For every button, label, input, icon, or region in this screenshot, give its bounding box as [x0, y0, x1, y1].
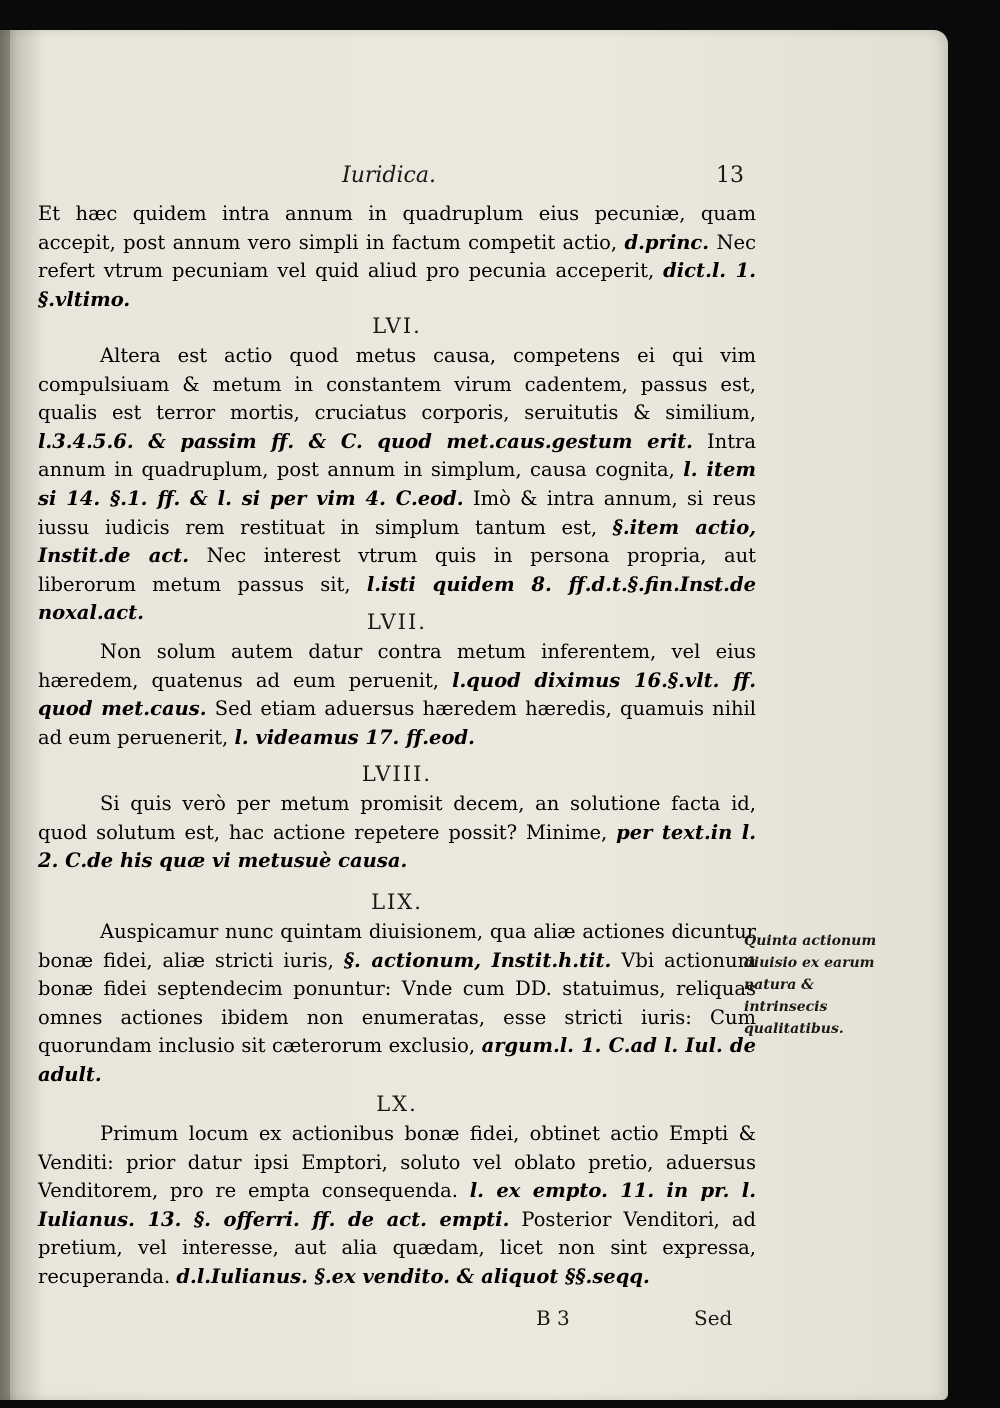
- paragraph-intro: Et hæc quidem intra annum in quadruplum eius pecuniæ, quam accepit, post annum vero simpli in factum competit actio, d.princ. Nec refert vtrum pecuniam vel quid aliud pro pecunia acceperit, dict.l. 1. §.vltimo.: [38, 202, 756, 311]
- section-heading-lviii: LVIII.: [361, 762, 433, 786]
- paragraph-lx: Primum locum ex actionibus bonæ fidei, obtinet actio Empti & Venditi: prior datur ipsi Emptori, soluto vel oblato pretio, aduersus Venditorem, pro re empta consequenda. l. ex empto. 11. in pr. l. Iulianus. 13. §. offerri. ff. de act. empti. Posterior Venditori, ad pretium, vel interesse, aut alia quædam, licet non sint expressa, recuperanda. d.l.Iulianus. §.ex vendito. & aliquot §§.seqq.: [38, 1122, 756, 1288]
- section-heading-lx: LX.: [376, 1092, 418, 1116]
- section-heading-lvi: LVI.: [372, 314, 422, 338]
- paragraph-lvii: Non solum autem datur contra metum inferentem, vel eius hæredem, quatenus ad eum peruenit, l.quod diximus 16.§.vlt. ff. quod met.caus. Sed etiam aduersus hæredem hæredis, quamuis nihil ad eum peruenerit, l. videamus 17. ff.eod.: [38, 640, 757, 749]
- running-title: Iuridica.: [342, 163, 436, 188]
- page-number: 13: [716, 163, 744, 188]
- section-heading-lix: LIX.: [371, 890, 423, 914]
- paragraph-lviii: Si quis verò per metum promisit decem, an solutione facta id, quod solutum est, hac actione repetere possit? Minime, per text.in l. 2. C.de his quæ vi metusuè causa.: [38, 792, 756, 873]
- paragraph-lix: Auspicamur nunc quintam diuisionem, qua aliæ actiones dicuntur bonæ fidei, aliæ stricti iuris, §. actionum, Instit.h.tit. Vbi actionum bonæ fidei septendecim ponuntur: Vnde cum DD. statuimus, reliquas omnes actiones ibidem non enumeratas, esse stricti iuris: Cum quorundam inclusio sit cæterorum exclusio, argum.l. 1. C.ad l. Iul. de adult.: [38, 920, 757, 1086]
- paragraph-lvi: Altera est actio quod metus causa, competens ei qui vim compulsiuam & metum in constantem virum cadentem, passus est, qualis est terror mortis, cruciatus corporis, seruitutis & similium, l.3.4.5.6. & passim ff. & C. quod met.caus.gestum erit. Intra annum in quadruplum, post annum in simplum, causa cognita, l. item si 14. §.1. ff. & l. si per vim 4. C.eod. Imò & intra annum, si reus iussu iudicis rem restituat in simplum tantum est, §.item actio, Instit.de act. Nec interest vtrum quis in persona propria, aut liberorum metum passus sit, l.isti quidem 8. ff.d.t.§.fin.Inst.de noxal.act.: [38, 344, 757, 625]
- section-heading-lvii: LVII.: [367, 610, 427, 634]
- signature-mark: B 3: [536, 1306, 570, 1330]
- catchword: Sed: [694, 1306, 733, 1330]
- margin-note: Quinta actionum diuisio ex earum natura & intrinsecis qualitatibus.: [744, 933, 877, 1037]
